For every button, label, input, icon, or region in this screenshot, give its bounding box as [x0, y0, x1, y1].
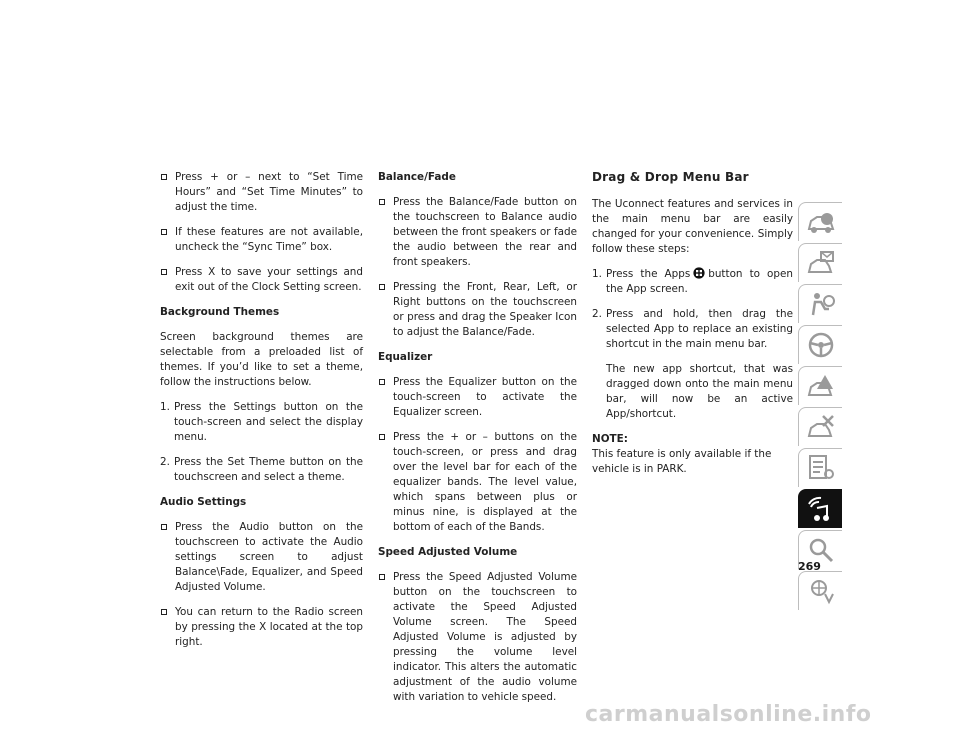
checkbox-bullet-icon [379, 284, 385, 290]
heading-equalizer: Equalizer [378, 351, 433, 363]
tab-instrument-panel[interactable] [798, 243, 842, 282]
checkbox-bullet-icon [161, 229, 167, 235]
heading-drag-drop-menu-bar: Drag & Drop Menu Bar [592, 170, 749, 184]
checkbox-bullet-icon [379, 379, 385, 385]
bullet-item: Press X to save your settings and exit out of the Clock Setting screen. [160, 265, 363, 295]
tab-servicing-maintenance[interactable] [798, 407, 842, 446]
bullet-item: Press the + or – buttons on the touch-screen, or press and drag over the level bar for each of the equalizer bands. The level value, which spans between plus or minus nine, is displayed at the bottom of each of the Bands. [378, 430, 577, 535]
bullet-item: If these features are not available, uncheck the “Sync Time” box. [160, 225, 363, 255]
numbered-step: 2. Press and hold, then drag the selected App to replace an existing shortcut in the main menu bar. [592, 308, 793, 350]
heading-speed-adjusted-volume: Speed Adjusted Volume [378, 546, 518, 558]
step-note: The new app shortcut, that was dragged down onto the main menu bar, will now be an active App/shortcut. [606, 363, 793, 420]
bullet-item: Press the Balance/Fade button on the touchscreen to Balance audio between the front speakers or fade the audio between the rear and front speakers. [378, 195, 577, 270]
tab-multimedia[interactable] [798, 489, 842, 528]
checkbox-bullet-icon [379, 199, 385, 205]
car-warning-icon [805, 371, 837, 401]
heading-background-themes: Background Themes [160, 306, 280, 318]
paragraph: Screen background themes are selectable from a preloaded list of themes. If you’d like to set a theme, follow the instructions below. [160, 331, 363, 388]
heading-balance-fade: Balance/Fade [378, 171, 456, 183]
column-right [592, 170, 793, 487]
tab-technical-specifications[interactable] [798, 448, 842, 487]
column-middle [378, 170, 577, 715]
checkbox-bullet-icon [161, 524, 167, 530]
checkbox-bullet-icon [161, 269, 167, 275]
car-mail-icon [805, 248, 837, 278]
column-left [160, 170, 363, 660]
numbered-step: 2. Press the Set Theme button on the touchscreen and select a theme. [160, 456, 363, 483]
note-label: NOTE: [592, 433, 628, 445]
bullet-item: Press the Equalizer button on the touch-screen to activate the Equalizer screen. [378, 375, 577, 420]
bullet-item: You can return to the Radio screen by pressing the X located at the top right. [160, 605, 363, 650]
tab-languages[interactable] [798, 571, 842, 610]
checkbox-bullet-icon [379, 574, 385, 580]
bullet-item: Press the Audio button on the touchscreen to activate the Audio settings screen to adjust Balance\Fade, Equalizer, and Speed Adjusted Volume. [160, 520, 363, 595]
watermark: carmanualsonline.info [585, 702, 872, 727]
tab-in-case-of-emergency[interactable] [798, 366, 842, 405]
tab-starting-operating[interactable] [798, 325, 842, 364]
numbered-step: 1. Press the Apps button to open the App screen. [592, 268, 793, 295]
heading-audio-settings: Audio Settings [160, 496, 247, 508]
page-number: 269 [798, 560, 821, 573]
steering-wheel-icon [805, 330, 837, 360]
note-text: This feature is only available if the vehicle is in PARK. [592, 448, 772, 475]
car-gauge-icon [805, 207, 837, 237]
specifications-list-icon [805, 453, 837, 483]
car-tools-icon [805, 412, 837, 442]
checkbox-bullet-icon [161, 174, 167, 180]
multimedia-icon [805, 494, 837, 524]
tab-safety[interactable] [798, 284, 842, 323]
languages-icon [805, 576, 837, 606]
bullet-item: Press + or – next to “Set Time Hours” and “Set Time Minutes” to adjust the time. [160, 170, 363, 215]
bullet-item: Press the Speed Adjusted Volume button on the touchscreen to activate the Speed Adjusted Volume screen. The Speed Adjusted Volume is adjusted by pressing the volume level indicator. This alters the automatic adjustment of the audio volume with variation to vehicle speed. [378, 570, 577, 705]
numbered-step: 1. Press the Settings button on the touch-screen and select the display menu. [160, 401, 363, 443]
chapter-tab-rail [798, 202, 842, 612]
bullet-item: Pressing the Front, Rear, Left, or Right buttons on the touchscreen or press and drag the Speaker Icon to adjust the Balance/Fade. [378, 280, 577, 340]
airbag-person-icon [805, 289, 837, 319]
paragraph: The Uconnect features and services in the main menu bar are easily changed for your convenience. Simply follow these steps: [592, 198, 793, 255]
checkbox-bullet-icon [161, 609, 167, 615]
tab-getting-to-know-vehicle[interactable] [798, 202, 842, 241]
checkbox-bullet-icon [379, 434, 385, 440]
apps-icon [693, 267, 705, 279]
